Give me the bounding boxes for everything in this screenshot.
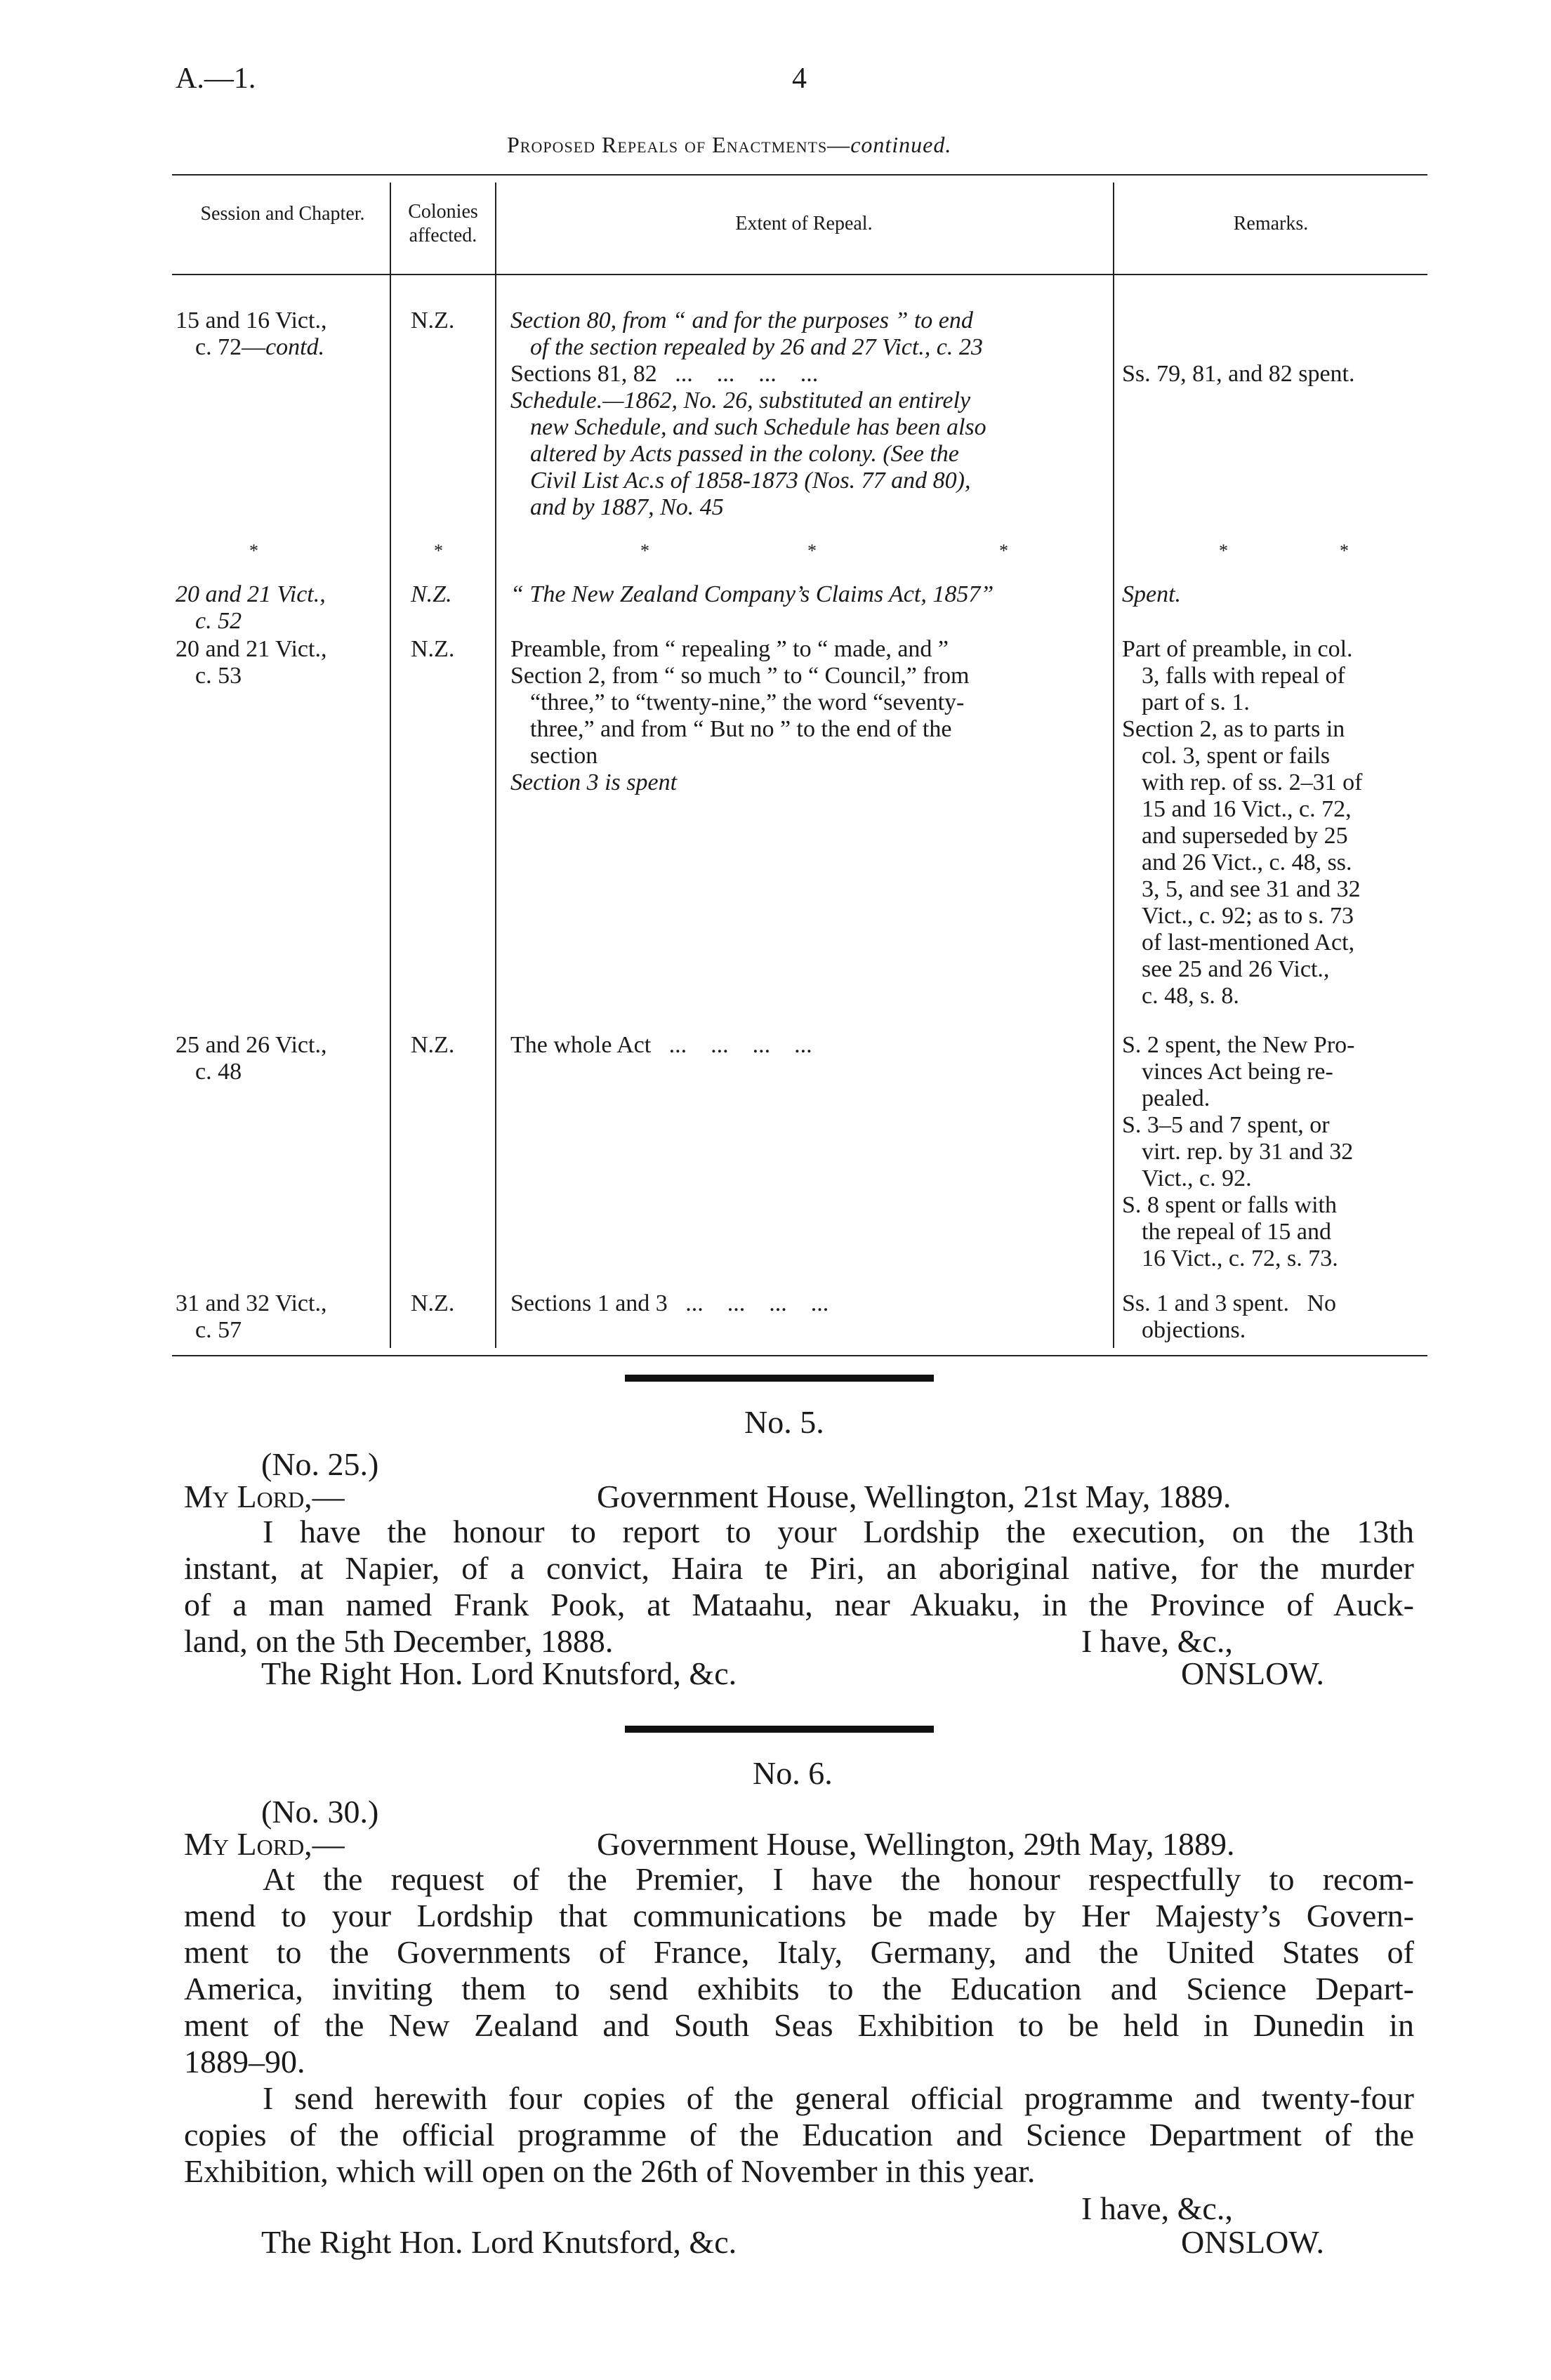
body-line: America, inviting them to send exhibits to the Education and Science Depart- bbox=[184, 1971, 1414, 2007]
remarks-line: and superseded by 25 bbox=[1142, 823, 1348, 849]
extent-line: section bbox=[530, 743, 598, 769]
remarks: Ss. 79, 81, and 82 spent. bbox=[1122, 361, 1355, 387]
letter-salutation: My Lord,— bbox=[184, 1826, 345, 1862]
remarks-line: 15 and 16 Vict., c. 72, bbox=[1142, 796, 1352, 822]
letter-body bbox=[184, 1861, 1414, 2190]
separator-star: * bbox=[434, 541, 443, 561]
extent-of-repeal: The whole Act ... ... ... ... bbox=[510, 1032, 812, 1058]
letter-closing: I have, &c., bbox=[1081, 1623, 1233, 1659]
colonies-affected: N.Z. bbox=[411, 581, 452, 607]
page-number: 4 bbox=[792, 62, 807, 95]
remarks-line: Section 2, as to parts in bbox=[1122, 716, 1345, 742]
remarks bbox=[1122, 1290, 1424, 1344]
extent-line: Sections 81, 82 ... ... ... ... bbox=[510, 361, 819, 387]
body-line: I send herewith four copies of the general official programme and twenty-four bbox=[263, 2080, 1414, 2116]
contd-text: contd. bbox=[265, 334, 325, 360]
table-bottom-rule bbox=[172, 1355, 1427, 1356]
session-line: 15 and 16 Vict., bbox=[176, 308, 327, 333]
body-line: At the request of the Premier, I have the honour respectfully to recom- bbox=[263, 1861, 1414, 1897]
body-line: copies of the official programme of the Education and Science Department of the bbox=[184, 2117, 1414, 2153]
separator-star: * bbox=[999, 541, 1008, 561]
remarks-line: see 25 and 26 Vict., bbox=[1142, 956, 1330, 982]
letter-salutation: My Lord,— bbox=[184, 1479, 345, 1514]
colonies-affected: N.Z. bbox=[411, 1032, 455, 1058]
extent-line: Section 80, from “ and for the purposes ” to end bbox=[510, 308, 973, 333]
extent-line: Schedule.—1862, No. 26, substituted an entirely bbox=[510, 388, 971, 414]
letter-place-date: Government House, Wellington, 21st May, 1889. bbox=[597, 1479, 1232, 1514]
colonies-affected: N.Z. bbox=[411, 1290, 455, 1316]
remarks-line: part of s. 1. bbox=[1142, 689, 1250, 715]
separator-star: * bbox=[1219, 541, 1228, 561]
column-divider bbox=[1113, 183, 1114, 1348]
remarks-line: objections. bbox=[1142, 1317, 1246, 1343]
letter-addressee: The Right Hon. Lord Knutsford, &c. bbox=[261, 2224, 737, 2260]
remarks bbox=[1122, 636, 1424, 1010]
extent-of-repeal bbox=[510, 636, 1099, 796]
letter-signature: ONSLOW. bbox=[1181, 2224, 1325, 2260]
body-line: ment of the New Zealand and South Seas Exhibition to be held in Dunedin in bbox=[184, 2007, 1414, 2043]
letter-heading: No. 5. bbox=[744, 1404, 824, 1440]
extent-line: and by 1887, No. 45 bbox=[530, 494, 724, 520]
remarks-line: the repeal of 15 and bbox=[1142, 1219, 1331, 1245]
extent-line: Preamble, from “ repealing ” to “ made, and ” bbox=[510, 636, 949, 662]
session-line: c. 57 bbox=[195, 1317, 242, 1343]
table-caption bbox=[507, 132, 951, 158]
session-line: 25 and 26 Vict., bbox=[176, 1032, 327, 1058]
caption-text: Proposed Repeals of Enactments— bbox=[507, 132, 851, 157]
remarks-line: c. 48, s. 8. bbox=[1142, 983, 1239, 1009]
body-line: instant, at Napier, of a convict, Haira te Piri, an aboriginal native, for the murder bbox=[184, 1550, 1414, 1586]
remarks-line: S. 2 spent, the New Pro- bbox=[1122, 1032, 1355, 1058]
body-line: I have the honour to report to your Lordship the execution, on the 13th bbox=[263, 1514, 1414, 1549]
extent-line: new Schedule, and such Schedule has been also bbox=[530, 414, 986, 440]
session-chapter bbox=[176, 1290, 326, 1344]
separator-star: * bbox=[249, 541, 258, 561]
session-line: 31 and 32 Vict., bbox=[176, 1290, 327, 1316]
extent-line: Civil List Ac.s of 1858-1873 (Nos. 77 and 80), bbox=[530, 468, 971, 494]
body-line: ment to the Governments of France, Italy, Germany, and the United States of bbox=[184, 1934, 1414, 1970]
remarks-line: S. 8 spent or falls with bbox=[1122, 1192, 1337, 1218]
extent-of-repeal: “ The New Zealand Company’s Claims Act, 1857” bbox=[510, 581, 994, 607]
remarks-line: with rep. of ss. 2–31 of bbox=[1142, 769, 1363, 795]
remarks-line: vinces Act being re- bbox=[1142, 1059, 1333, 1085]
extent-line: three,” and from “ But no ” to the end of the bbox=[530, 716, 952, 742]
remarks bbox=[1122, 1032, 1424, 1272]
colonies-affected: N.Z. bbox=[411, 308, 455, 333]
separator-star: * bbox=[807, 541, 817, 561]
column-divider bbox=[390, 183, 391, 1348]
letter-addressee: The Right Hon. Lord Knutsford, &c. bbox=[261, 1655, 737, 1691]
remarks: Spent. bbox=[1122, 581, 1182, 607]
header-extent: Extent of Repeal. bbox=[735, 213, 873, 234]
extent-line: “three,” to “twenty-nine,” the word “seventy- bbox=[530, 689, 965, 715]
separator-star: * bbox=[640, 541, 649, 561]
remarks-line: Ss. 1 and 3 spent. No bbox=[1122, 1290, 1337, 1316]
extent-of-repeal bbox=[510, 308, 1106, 521]
body-line: 1889–90. bbox=[184, 2044, 305, 2080]
session-chapter bbox=[176, 1032, 326, 1085]
remarks-line: 16 Vict., c. 72, s. 73. bbox=[1142, 1245, 1338, 1271]
letter-heading: No. 6. bbox=[753, 1755, 833, 1791]
chapter-text: c. 72— bbox=[195, 334, 266, 360]
extent-of-repeal: Sections 1 and 3 ... ... ... ... bbox=[510, 1290, 829, 1316]
separator-star: * bbox=[1340, 541, 1349, 561]
remarks-line: S. 3–5 and 7 spent, or bbox=[1122, 1112, 1330, 1138]
letter-place-date: Government House, Wellington, 29th May, 1889. bbox=[597, 1826, 1235, 1862]
remarks-line: Vict., c. 92; as to s. 73 bbox=[1142, 903, 1354, 929]
remarks-line: 3, 5, and see 31 and 32 bbox=[1142, 876, 1361, 902]
page-reference: A.—1. bbox=[176, 62, 256, 95]
column-divider bbox=[495, 183, 496, 1348]
extent-line: altered by Acts passed in the colony. (See the bbox=[530, 441, 959, 467]
section-rule bbox=[625, 1726, 934, 1733]
session-line: c. 53 bbox=[195, 663, 242, 689]
extent-line: Section 3 is spent bbox=[510, 769, 678, 795]
header-colonies: Colonies affected. bbox=[408, 201, 478, 246]
session-chapter bbox=[176, 636, 326, 689]
section-rule bbox=[625, 1375, 934, 1382]
remarks-line: pealed. bbox=[1142, 1085, 1210, 1111]
table-header-rule bbox=[172, 274, 1427, 275]
table-top-rule bbox=[172, 174, 1427, 176]
body-line: Exhibition, which will open on the 26th of November in this year. bbox=[184, 2153, 1036, 2189]
session-line: 20 and 21 Vict., bbox=[176, 636, 327, 662]
colonies-affected: N.Z. bbox=[411, 636, 455, 662]
remarks-line: col. 3, spent or fails bbox=[1142, 743, 1331, 769]
session-line: c. 52 bbox=[195, 608, 242, 634]
body-line: land, on the 5th December, 1888. bbox=[184, 1623, 614, 1659]
session-chapter bbox=[176, 308, 326, 361]
letter-reference: (No. 25.) bbox=[261, 1446, 379, 1482]
header-remarks: Remarks. bbox=[1233, 213, 1309, 234]
header-session: Session and Chapter. bbox=[200, 203, 365, 225]
remarks-line: and 26 Vict., c. 48, ss. bbox=[1142, 849, 1352, 875]
letter-body bbox=[184, 1514, 1414, 1660]
session-chapter bbox=[176, 581, 326, 635]
session-line: 20 and 21 Vict., bbox=[176, 581, 326, 607]
letter-signature: ONSLOW. bbox=[1181, 1655, 1325, 1691]
body-line: mend to your Lordship that communications be made by Her Majesty’s Govern- bbox=[184, 1898, 1414, 1933]
remarks-line: 3, falls with repeal of bbox=[1142, 663, 1345, 689]
remarks-line: Vict., c. 92. bbox=[1142, 1165, 1252, 1191]
extent-line: Section 2, from “ so much ” to “ Council,” from bbox=[510, 663, 970, 689]
remarks-line: Part of preamble, in col. bbox=[1122, 636, 1353, 662]
session-line: c. 48 bbox=[195, 1059, 242, 1085]
body-line: of a man named Frank Pook, at Mataahu, near Akuaku, in the Province of Auck- bbox=[184, 1587, 1414, 1622]
remarks-line: virt. rep. by 31 and 32 bbox=[1142, 1139, 1354, 1165]
caption-continued: continued. bbox=[850, 132, 952, 157]
extent-line: of the section repealed by 26 and 27 Vict., c. 23 bbox=[530, 334, 983, 360]
letter-reference: (No. 30.) bbox=[261, 1794, 379, 1830]
letter-closing: I have, &c., bbox=[1081, 2190, 1233, 2226]
remarks-line: of last-mentioned Act, bbox=[1142, 930, 1355, 956]
